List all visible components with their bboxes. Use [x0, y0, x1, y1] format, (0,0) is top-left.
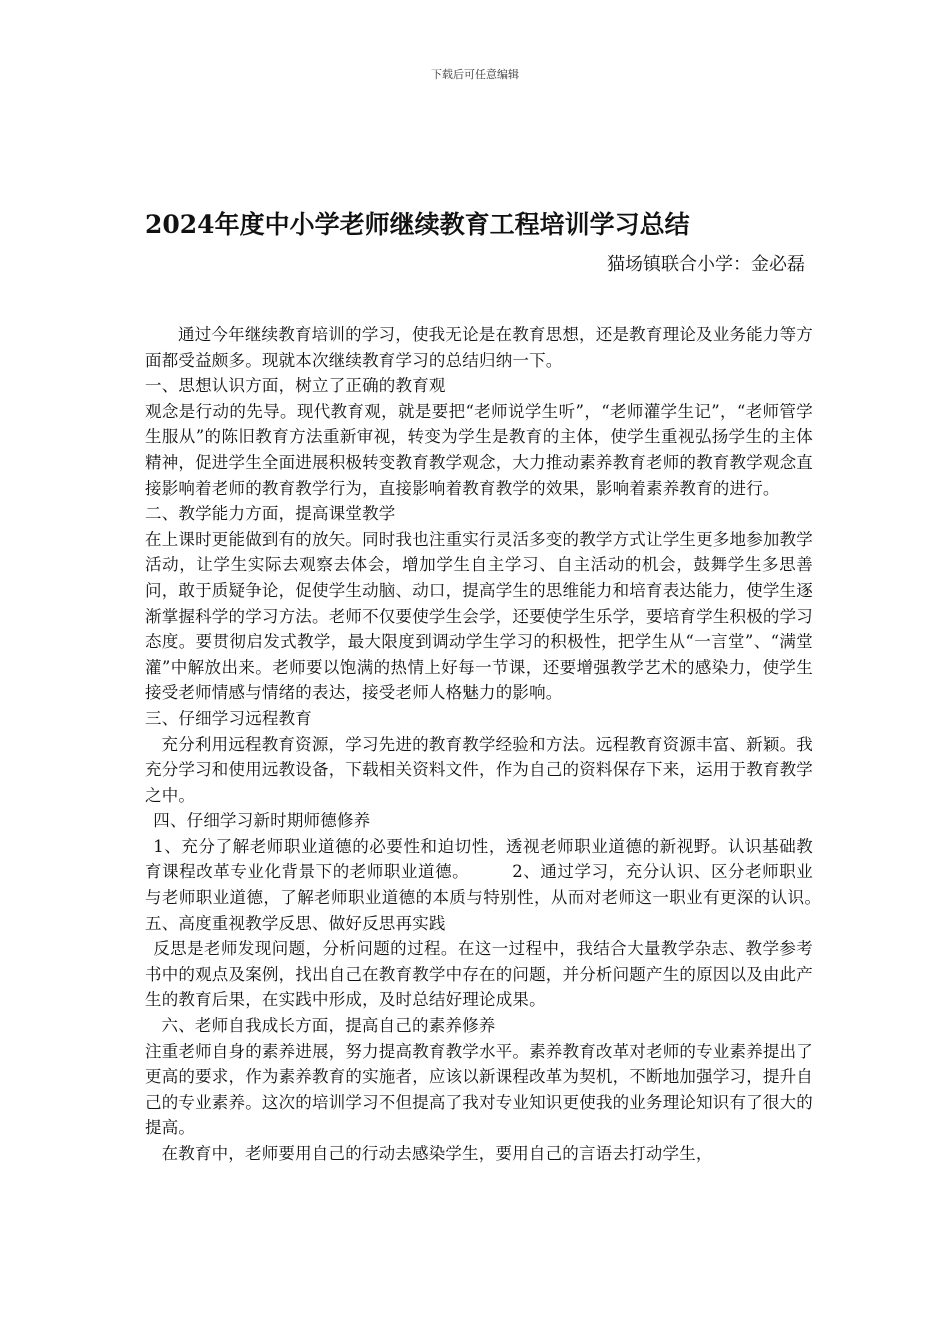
section-4-paragraph: 1、充分了解老师职业道德的必要性和迫切性，透视老师职业道德的新视野。认识基础教育课程改革专业化背景下的老师职业道德。 2、通过学习，充分认识、区分老师职业与老师职业道德，了解老师职业道德的本质与特别性，从而对老师这一职业有更深的认识。 五、高度重视教学反思、做好反思再实践 [145, 836, 864, 933]
section-heading-1: 一、思想认识方面，树立了正确的教育观 [145, 376, 446, 396]
document-title: 2024年度中小学老师继续教育工程培训学习总结 [145, 210, 690, 239]
section-5-paragraph: 反思是老师发现问题，分析问题的过程。在这一过程中，我结合大量教学杂志、教学参考书中的观点及案例，找出自己在教育教学中存在的问题，并分析问题产生的原因以及由此产生的教育后果，在实践中形成，及时总结好理论成果。 [145, 939, 813, 1010]
section-heading-6: 六、老师自我成长方面，提高自己的素养修养 [161, 1016, 496, 1036]
section-3-paragraph: 充分利用远程教育资源，学习先进的教育教学经验和方法。远程教育资源丰富、新颖。我充分学习和使用远教设备，下载相关资料文件，作为自己的资料保存下来，运用于教育教学之中。 [145, 734, 813, 805]
closing-paragraph: 在教育中，老师要用自己的行动去感染学生，要用自己的言语去打动学生， [161, 1144, 713, 1163]
author-byline: 猫场镇联合小学：金必磊 [607, 254, 805, 275]
section-heading-2: 二、教学能力方面，提高课堂教学 [145, 504, 396, 524]
section-heading-4: 四、仔细学习新时期师德修养 [153, 811, 371, 831]
intro-paragraph: 通过今年继续教育培训的学习，使我无论是在教育思想，还是教育理论及业务能力等方面都受益颇多。现就本次继续教育学习的总结归纳一下。 [145, 325, 813, 370]
document-body [145, 322, 864, 1167]
section-2-paragraph: 在上课时更能做到有的放矢。同时我也注重实行灵活多变的教学方式让学生更多地参加教学活动，让学生实际去观察去体会，增加学生自主学习、自主活动的机会，鼓舞学生多思善问，敢于质疑争论，促使学生动脑、动口，提高学生的思维能力和培育表达能力，使学生逐渐掌握科学的学习方法。老师不仅要使学生会学，还要使学生乐学，要培育学生积极的学习态度。要贯彻启发式教学，最大限度到调动学生学习的积极性，把学生从“一言堂”、“满堂灌”中解放出来。老师要以饱满的热情上好每一节课，还要增强教学艺术的感染力，使学生接受老师情感与情绪的表达，接受老师人格魅力的影响。 [145, 529, 813, 703]
header-note: 下载后可任意编辑 [431, 68, 519, 81]
section-heading-3: 三、仔细学习远程教育 [145, 708, 312, 728]
section-6-paragraph: 注重老师自身的素养进展，努力提高教育教学水平。素养教育改革对老师的专业素养提出了更高的要求，作为素养教育的实施者，应该以新课程改革为契机，不断地加强学习，提升自己的专业素养。这次的培训学习不但提高了我对专业知识更使我的业务理论知识有了很大的提高。 [145, 1041, 813, 1138]
section-1-paragraph: 观念是行动的先导。现代教育观，就是要把“老师说学生听”，“老师灌学生记”，“老师管学生服从”的陈旧教育方法重新审视，转变为学生是教育的主体，使学生重视弘扬学生的主体精神，促进学生全面进展积极转变教育教学观念，大力推动素养教育老师的教育教学观念直接影响着老师的教育教学行为，直接影响着教育教学的效果，影响着素养教育的进行。 [145, 401, 813, 498]
